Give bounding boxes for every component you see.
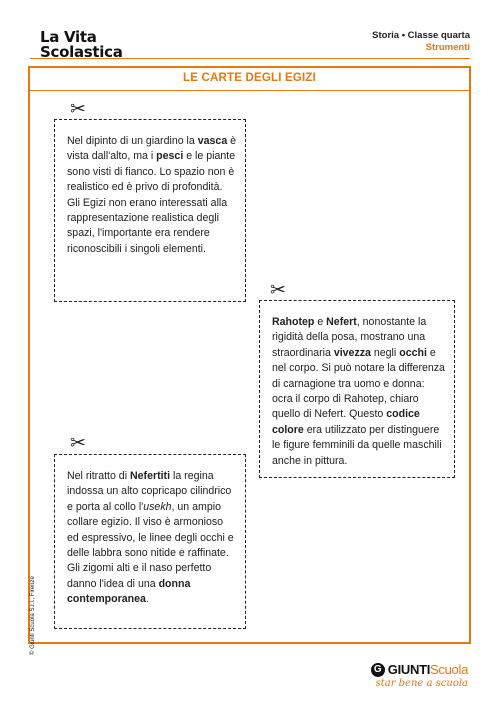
card-text: , nonostante la rigidità della posa, mostrano una straordinaria <box>272 316 427 359</box>
card-text: Nel dipinto di un giardino la <box>67 135 198 147</box>
card-text: e le piante sono visti di fianco. Lo spazio non è realistico ed è privo di profondità. Gli Egizi non erano interessati alla rappresentazione realistica degli spazi, l'importante era rendere riconoscibili i singoli elementi. <box>67 150 236 255</box>
bold-term: vivezza <box>333 346 371 359</box>
header-divider <box>30 58 470 59</box>
bold-term: codice colore <box>272 408 420 436</box>
card-text: è vista dall'alto, ma i <box>67 135 237 163</box>
italic-term: usekh <box>143 500 172 513</box>
card-text: la regina indossa un alto copricapo cilindrico e porta al collo l' <box>67 470 232 513</box>
publisher-name-accent: Scuola <box>430 662 468 677</box>
bold-term: vasca <box>197 135 228 147</box>
section-label: Strumenti <box>425 42 470 53</box>
card-text: negli <box>370 346 400 359</box>
brand-line-2: Scolastica <box>40 43 123 61</box>
scissors-icon: ✂ <box>270 280 286 301</box>
card-text: , un ampio collare egizio. Il viso è armonioso ed espressivo, le linee degli occhi e delle labbra sono nitide e raffinate. Gli zigomi alti e il naso perfetto danno l'idea di una <box>67 500 234 590</box>
giunti-logo-icon: G <box>371 663 385 677</box>
card-text: . <box>145 593 149 606</box>
copyright-note: © Giunti Scuola S.r.l., Firenze <box>30 576 36 655</box>
text-card-1 <box>54 119 246 302</box>
card-text: era utilizzato per distinguere le figure femminili da quelle maschili anche in pittura. <box>272 423 442 467</box>
publisher-name <box>388 662 468 677</box>
card-text: e nel corpo. Si può notare la differenza di carnagione tra uomo e donna: ocra il corpo di Rahotep, chiaro quello di Nefert. Questo <box>272 346 445 421</box>
publisher-name-bold: GIUNTI <box>387 662 431 677</box>
card-text: Nel ritratto di <box>67 470 130 482</box>
text-card-2 <box>259 300 455 478</box>
bold-term: Nefert <box>326 316 357 328</box>
brand-logo <box>40 30 123 60</box>
scissors-icon: ✂ <box>70 433 86 454</box>
publisher-logo <box>371 662 468 689</box>
scissors-icon: ✂ <box>70 99 86 120</box>
header-info <box>372 30 470 54</box>
bold-term: Rahotep <box>272 316 315 328</box>
page-title: LE CARTE DEGLI EGIZI <box>28 66 471 91</box>
publisher-tagline: star bene a scuola <box>375 678 468 689</box>
bold-term: pesci <box>156 150 184 163</box>
subject-label: Storia • Classe quarta <box>372 30 470 41</box>
card-text: e <box>314 316 327 328</box>
bold-term: Nefertiti <box>130 470 171 482</box>
bold-term: donna contemporanea <box>67 577 191 606</box>
brand-line-1: La Vita <box>40 28 97 46</box>
bold-term: occhi <box>399 346 427 359</box>
text-card-3 <box>54 454 246 629</box>
